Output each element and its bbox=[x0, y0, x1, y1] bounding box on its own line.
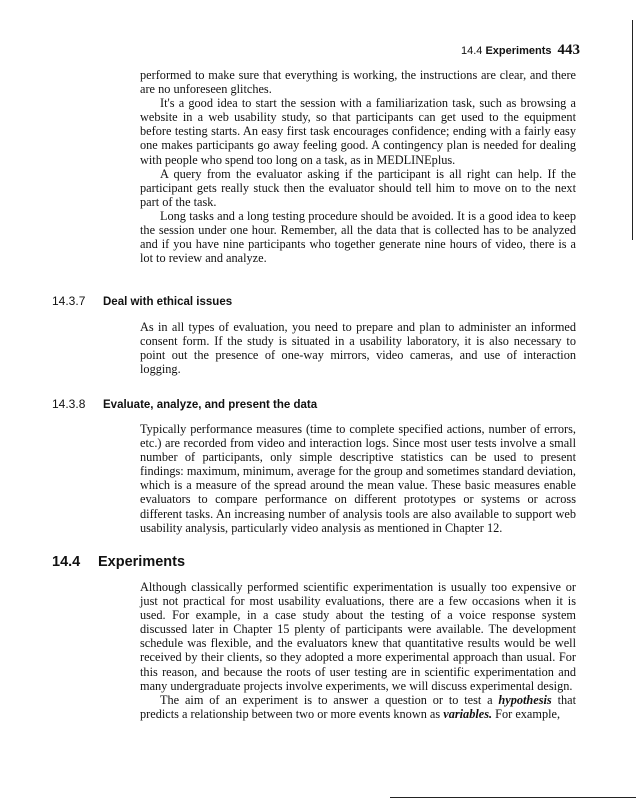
section-title: Evaluate, analyze, and present the data bbox=[103, 399, 318, 411]
running-head bbox=[380, 41, 580, 59]
scan-edge-line bbox=[390, 797, 636, 798]
running-head-section bbox=[461, 45, 552, 57]
paragraph: Although classically performed scientific experimentation is usually too expensive or just not practical for most usability evaluations, there are a few occasions when it is used. For example, in a case study about the testing of a voice response system discussed later in Chapter 15 plenty of participants were available. The development schedule was flexible, and the evaluators knew that quantitative results would be well received by their clients, so they adopted a more experimental approach than usual. For this reason, and because the roots of user testing are in scientific experimentation and many undergraduate projects involve experiments, we will discuss experimental design. bbox=[140, 580, 576, 693]
section-14-3-8-text bbox=[140, 422, 576, 535]
paragraph: Typically performance measures (time to complete specified actions, number of errors, etc.) are recorded from video and interaction logs. Since most user tests involve a small number of participants, only simple descriptive statistics can be used to present findings: maximum, minimum, average for the group and sometimes standard deviation, which is a measure of the spread around the mean value. These basic measures enable evaluators to compare performance on different prototypes or systems or across different tasks. An increasing number of analysis tools are also available to support web usability analysis, particularly video analysis as mentioned in Chapter 12. bbox=[140, 422, 576, 535]
running-head-section-number: 14.4 bbox=[460, 45, 483, 57]
term-hypothesis: hypothesis bbox=[498, 692, 552, 707]
paragraph: Long tasks and a long testing procedure should be avoided. It is a good idea to keep the session under one hour. Remember, all the data that is collected has to be analyzed and if you have nine participants who together generate nine hours of video, there is a lot to review and analyze. bbox=[140, 208, 576, 266]
paragraph: A query from the evaluator asking if the participant is all right can help. If the participant gets really stuck then the evaluator should tell him to move on to the next part of the task. bbox=[140, 166, 576, 209]
section-number: 14.4 bbox=[52, 554, 81, 570]
running-head-section-title: Experiments bbox=[485, 45, 552, 57]
section-heading-14-3-8 bbox=[52, 397, 317, 411]
section-title: Experiments bbox=[98, 554, 186, 570]
page-number: 443 bbox=[557, 42, 580, 58]
term-variables: variables. bbox=[443, 706, 493, 721]
scan-edge-line bbox=[632, 20, 633, 240]
section-heading-14-4 bbox=[52, 554, 185, 570]
paragraph: performed to make sure that everything is working, the instructions are clear, and there are no unforeseen glitches. bbox=[140, 68, 576, 97]
section-number: 14.3.8 bbox=[52, 397, 86, 411]
top-text-block bbox=[140, 68, 576, 265]
paragraph bbox=[140, 693, 576, 721]
text-run: that predicts a relationship between two or more events known as bbox=[140, 692, 577, 721]
section-heading-14-3-7 bbox=[52, 294, 232, 308]
paragraph: As in all types of evaluation, you need to prepare and plan to administer an informed consent form. If the study is situated in a usability laboratory, it is also necessary to point out the presence of one-way mirrors, video cameras, and use of interaction logging. bbox=[140, 320, 576, 377]
text-run: For example, bbox=[495, 706, 561, 721]
section-14-3-7-text bbox=[140, 320, 576, 376]
section-title: Deal with ethical issues bbox=[103, 296, 233, 308]
text-run: The aim of an experiment is to answer a question or to test a bbox=[160, 692, 493, 707]
section-number: 14.3.7 bbox=[52, 294, 86, 308]
paragraph: It's a good idea to start the session with a familiarization task, such as browsing a website in a web usability study, so that participants can get used to the equipment before testing starts. An easy first task encourages confidence; ending with a fairly easy one makes participants go away feeling good. A contingency plan is needed for dealing with people who spend too long on a task, as in MEDLINEplus. bbox=[140, 96, 576, 167]
section-14-4-text bbox=[140, 580, 576, 721]
